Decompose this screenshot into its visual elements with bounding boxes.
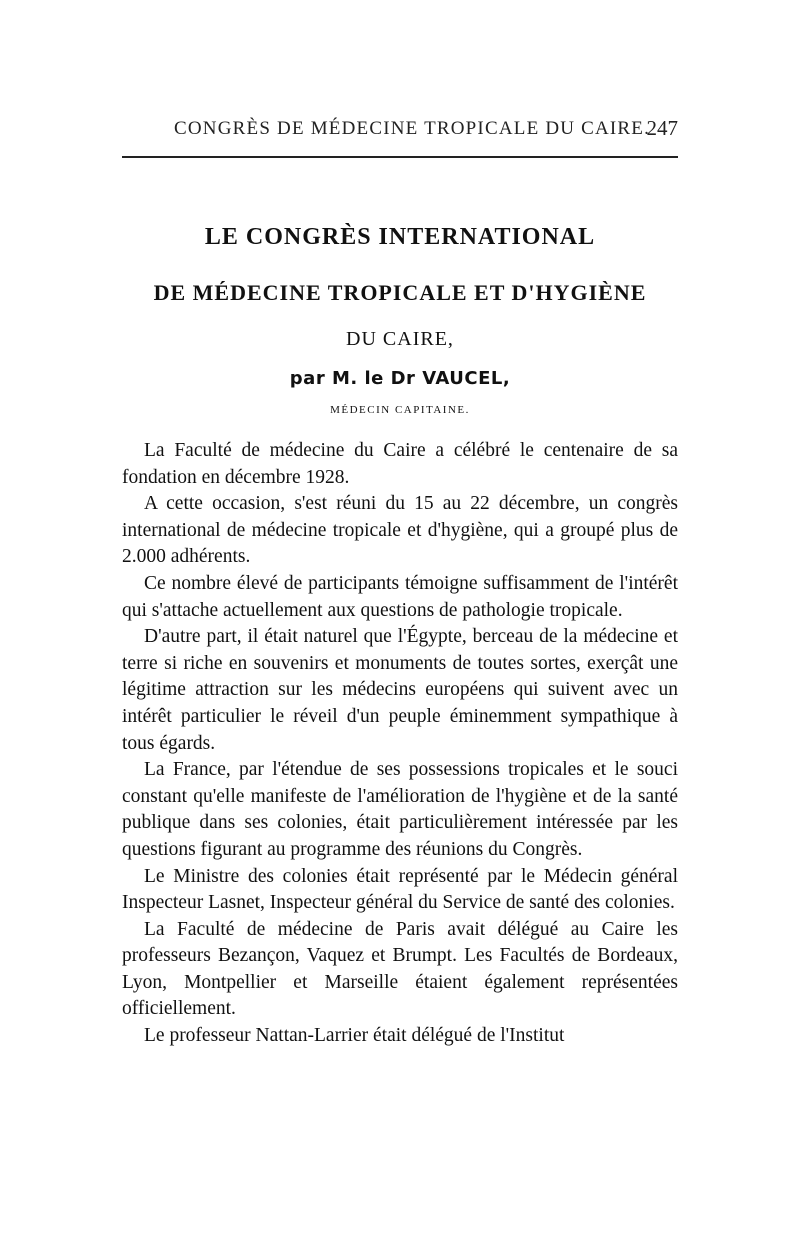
article-title-line-2: DE MÉDECINE TROPICALE ET D'HYGIÈNE — [153, 280, 647, 305]
running-head-title: CONGRÈS DE MÉDECINE TROPICALE DU CAIRE. — [174, 118, 651, 139]
article-body — [122, 438, 678, 1050]
paragraph: A cette occasion, s'est réuni du 15 au 22 décembre, un congrès international de médecine tropicale et d'hygiène, qui a groupé plus de 2.000 adhérents. — [122, 493, 678, 568]
paragraph: La France, par l'étendue de ses possessions tropicales et le souci constant qu'elle manifeste de l'amélioration de l'hygiène et de la santé publique dans ses colonies, était particulièrement intéressée par les questions figurant au programme des réunions du Congrès. — [122, 759, 678, 860]
article-title-line-3: DU CAIRE, — [346, 328, 454, 350]
paragraph: La Faculté de médecine du Caire a célébré le centenaire de sa fondation en décembre 1928. — [122, 440, 678, 488]
paragraph: Le Ministre des colonies était représenté par le Médecin général Inspecteur Lasnet, Inspecteur général du Service de santé des colonies. — [122, 865, 678, 914]
header-rule — [122, 156, 678, 158]
paragraph: Ce nombre élevé de participants témoigne suffisamment de l'intérêt qui s'attache actuellement aux questions de pathologie tropicale. — [122, 572, 678, 621]
page-number: 247 — [646, 116, 678, 140]
paragraph: D'autre part, il était naturel que l'Égypte, berceau de la médecine et terre si riche en souvenirs et monuments de toutes sortes, exerçât une légitime attraction sur les médecins européens qui suivent avec un intérêt particulier le réveil d'un peuple éminemment sympathique à tous égards. — [122, 626, 678, 754]
paragraph: La Faculté de médecine de Paris avait délégué au Caire les professeurs Bezançon, Vaquez et Brumpt. Les Facultés de Bordeaux, Lyon, Montpellier et Marseille étaient également représentées officiellement. — [122, 918, 678, 1020]
author-role: MÉDECIN CAPITAINE. — [330, 404, 470, 416]
article-title-line-1: LE CONGRÈS INTERNATIONAL — [204, 224, 596, 250]
article-byline: par M. le Dr VAUCEL, — [289, 368, 511, 389]
running-head — [122, 116, 678, 142]
paragraph: Le professeur Nattan-Larrier était délégué de l'Institut — [144, 1025, 565, 1047]
